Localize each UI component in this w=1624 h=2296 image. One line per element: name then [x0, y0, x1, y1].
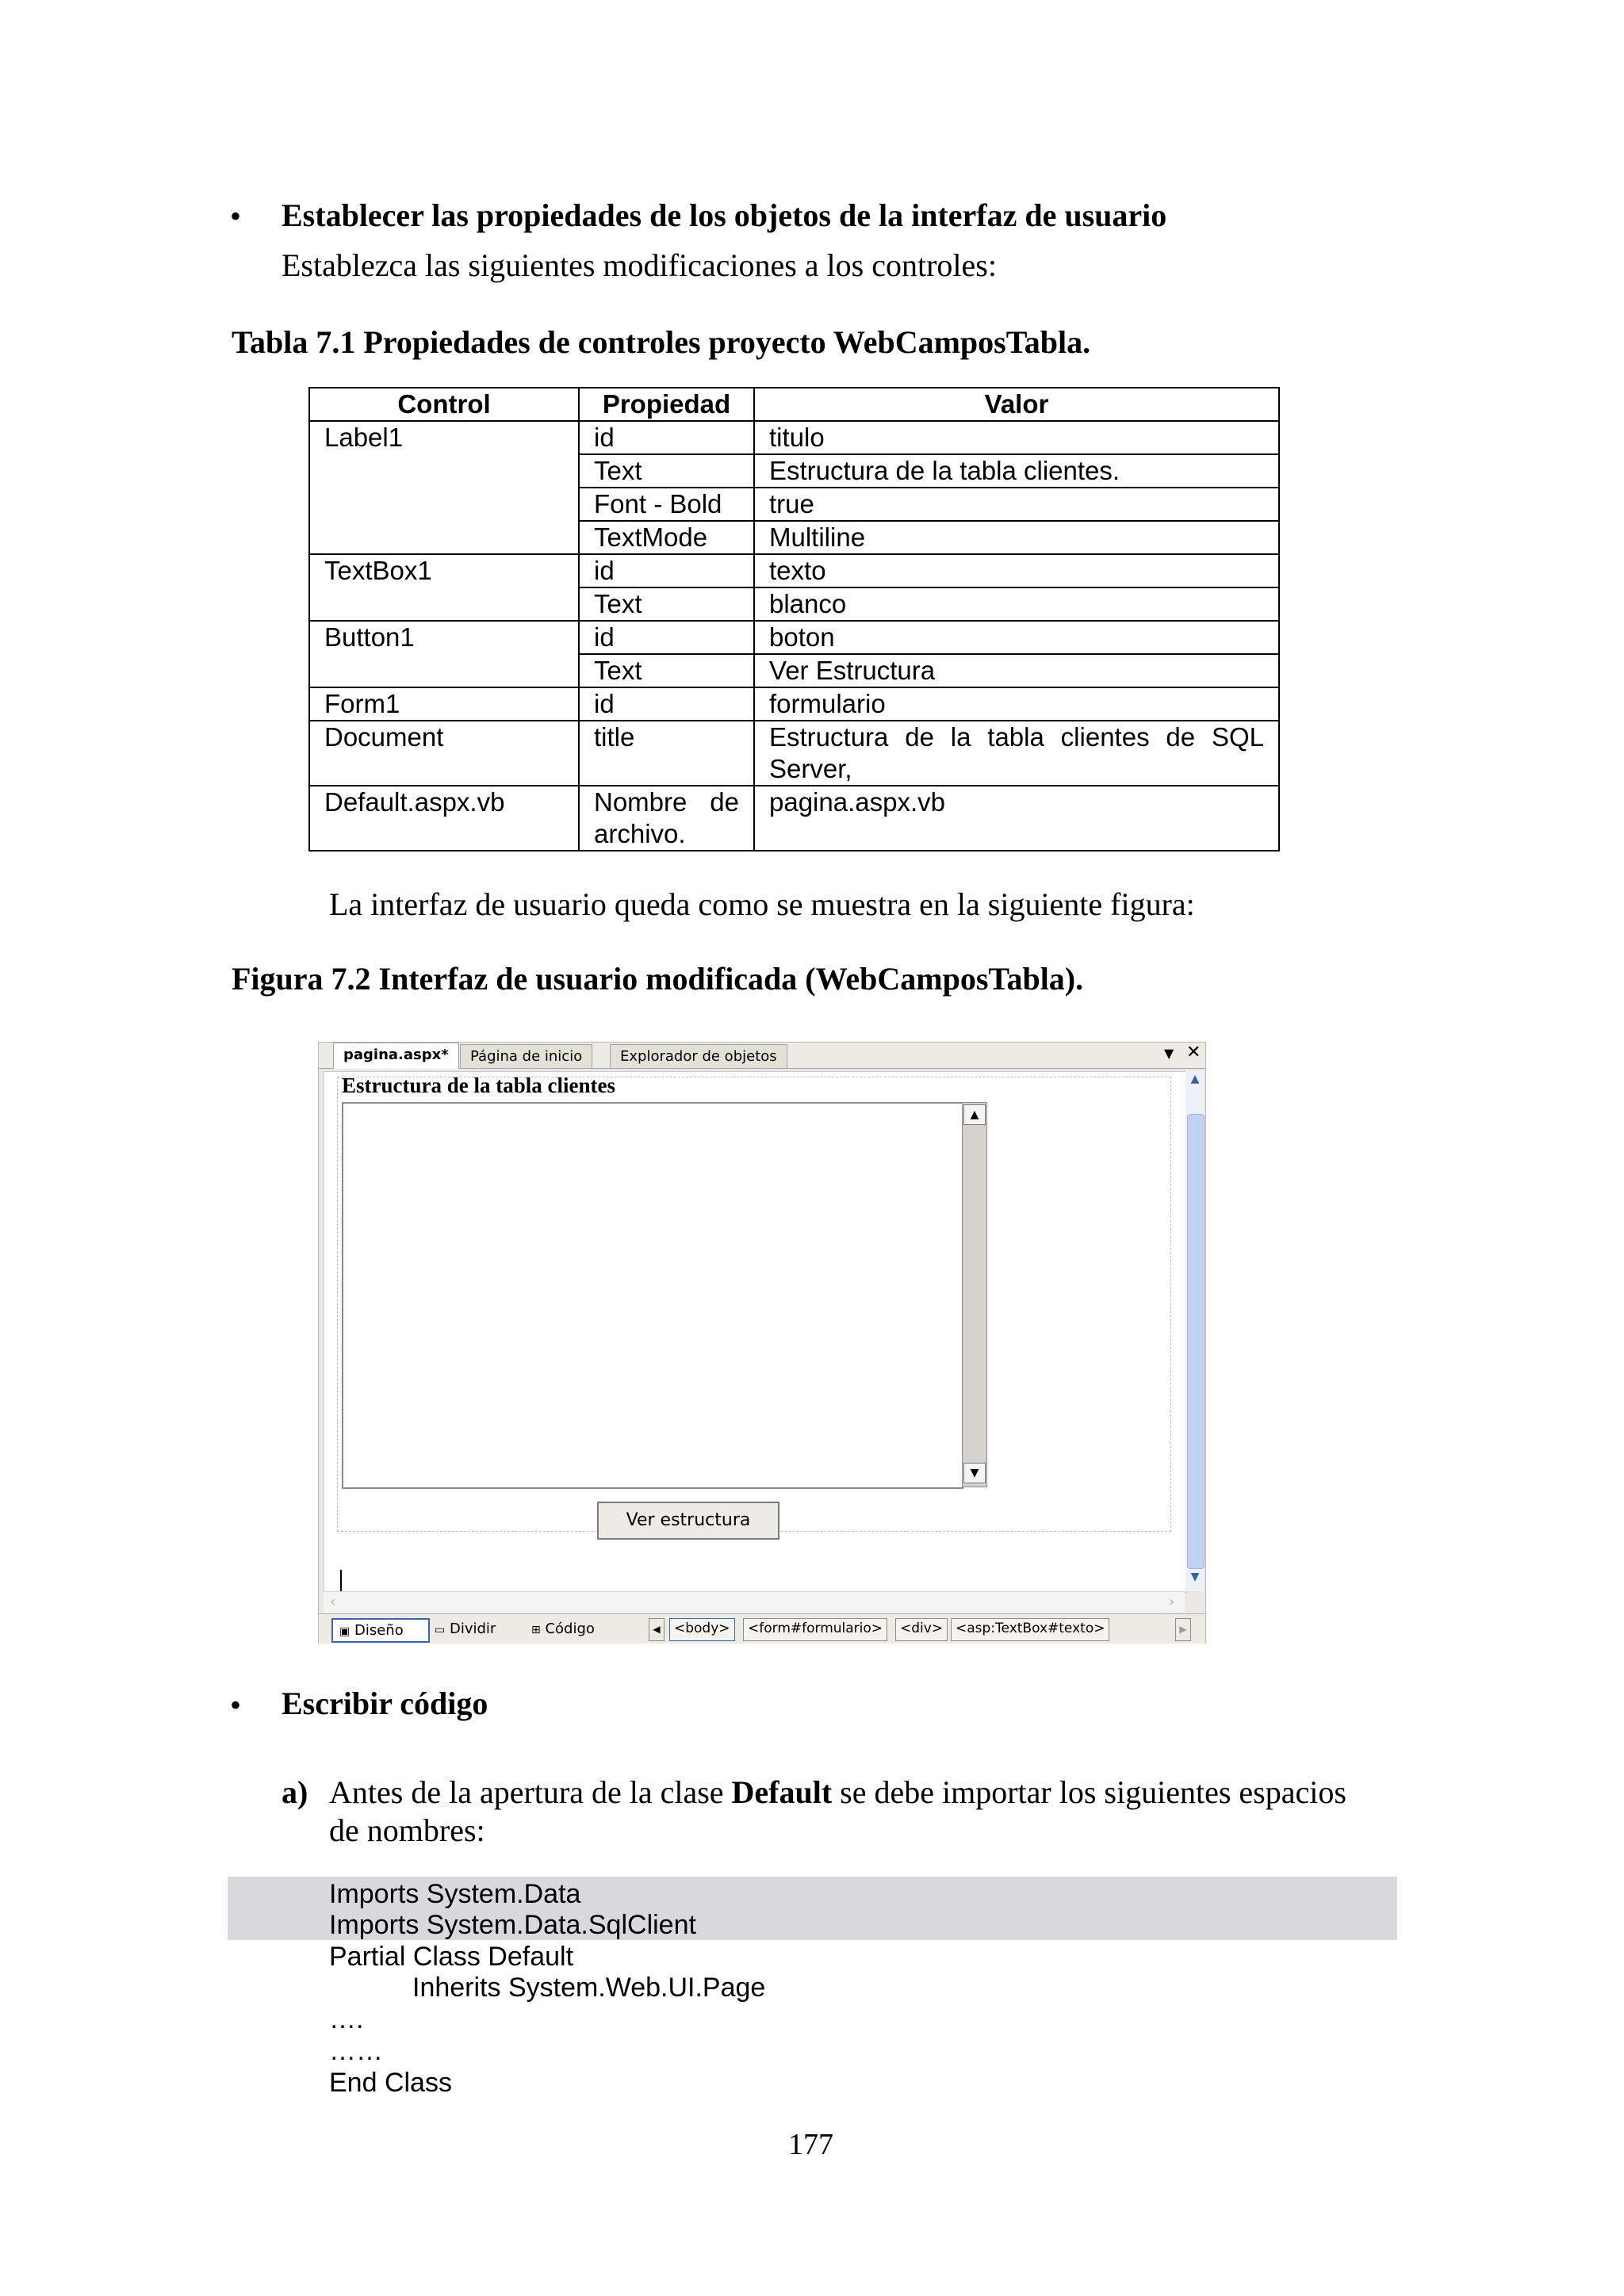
- crumb-body[interactable]: <body>: [669, 1618, 735, 1641]
- table-cell: Font - Bold: [579, 488, 754, 521]
- table-cell: TextBox1: [309, 554, 579, 587]
- table-cell: Button1: [309, 621, 579, 654]
- ide-status-bar: [319, 1613, 1205, 1644]
- tab-pagina-aspx[interactable]: pagina.aspx*: [333, 1043, 459, 1069]
- text-cursor: [340, 1570, 342, 1594]
- table-row: [309, 654, 1279, 687]
- code-view-label: Código: [545, 1621, 595, 1637]
- scroll-down-arrow-icon[interactable]: ▼: [963, 1463, 986, 1483]
- scroll-right-arrow-icon[interactable]: ›: [1169, 1594, 1175, 1610]
- multiline-textbox[interactable]: [342, 1102, 963, 1489]
- class-name-bold: Default: [731, 1774, 833, 1810]
- section-heading: Escribir código: [282, 1686, 488, 1721]
- scroll-down-arrow-icon[interactable]: ▼: [1190, 1571, 1200, 1583]
- table-cell: Estructura de la tabla clientes.: [754, 454, 1279, 488]
- table-cell: id: [579, 554, 754, 587]
- table-cell: id: [579, 421, 754, 454]
- code-view-button[interactable]: [525, 1618, 601, 1640]
- table-cell: true: [754, 488, 1279, 521]
- design-surface: [324, 1071, 1186, 1593]
- table-cell: boton: [754, 621, 1279, 654]
- dropdown-arrow-icon[interactable]: ▼: [1164, 1046, 1174, 1061]
- code-line: Imports System.Data: [329, 1879, 581, 1909]
- table-cell: [309, 521, 579, 554]
- table-row: [309, 587, 1279, 621]
- close-icon[interactable]: ✕: [1186, 1043, 1201, 1062]
- table-cell: titulo: [754, 421, 1279, 454]
- table-row: [309, 488, 1279, 521]
- table-cell: Multiline: [754, 521, 1279, 554]
- table-cell: Label1: [309, 421, 579, 454]
- design-view-button[interactable]: [331, 1618, 430, 1643]
- design-horizontal-scrollbar[interactable]: [324, 1591, 1185, 1613]
- design-view-label: Diseño: [354, 1622, 404, 1639]
- code-line: Imports System.Data.SqlClient: [329, 1910, 696, 1940]
- code-line: ……: [329, 2036, 383, 2066]
- figure-caption: Figura 7.2 Interfaz de usuario modificada (WebCamposTabla).: [232, 961, 1084, 997]
- table-cell: Text: [579, 454, 754, 488]
- code-line: Partial Class Default: [329, 1942, 574, 1972]
- crumb-right-arrow-icon[interactable]: ▶: [1175, 1618, 1191, 1641]
- table-cell: Form1: [309, 687, 579, 721]
- list-item-text: [329, 1774, 1346, 1811]
- design-view-icon: ▣: [339, 1625, 350, 1638]
- tab-pagina-de-inicio[interactable]: Página de inicio: [460, 1044, 592, 1068]
- table-cell: id: [579, 687, 754, 721]
- crumb-left-arrow-icon[interactable]: ◀: [649, 1618, 665, 1641]
- table-cell: [309, 587, 579, 621]
- table-row: [309, 421, 1279, 454]
- table-cell: Text: [579, 587, 754, 621]
- title-label: Estructura de la tabla clientes: [342, 1073, 615, 1097]
- scroll-up-arrow-icon[interactable]: ▲: [963, 1104, 986, 1125]
- table-cell: Text: [579, 654, 754, 687]
- section-intro: Establezca las siguientes modificaciones a los controles:: [282, 247, 997, 283]
- table-cell: Document: [309, 721, 579, 786]
- design-vertical-scrollbar[interactable]: [1185, 1071, 1205, 1591]
- ide-tab-bar: [319, 1043, 1205, 1069]
- table-cell: formulario: [754, 687, 1279, 721]
- table-header-cell: Valor: [754, 388, 1279, 421]
- table-cell: id: [579, 621, 754, 654]
- split-view-button[interactable]: [428, 1618, 502, 1640]
- split-view-icon: ▭: [435, 1624, 446, 1636]
- ver-estructura-button[interactable]: Ver estructura: [597, 1502, 779, 1540]
- bullet: •: [230, 198, 242, 234]
- list-item-text-continued: de nombres:: [329, 1812, 485, 1848]
- table-cell: Estructura de la tabla clientes de SQL Server,: [754, 721, 1279, 786]
- table-cell: [309, 654, 579, 687]
- scroll-left-arrow-icon[interactable]: ‹: [330, 1594, 336, 1610]
- scroll-up-arrow-icon[interactable]: ▲: [1190, 1073, 1200, 1085]
- table-cell: Default.aspx.vb: [309, 786, 579, 851]
- scroll-thumb[interactable]: [1187, 1114, 1205, 1569]
- table-cell: Ver Estructura: [754, 654, 1279, 687]
- table-row: [309, 786, 1279, 851]
- table-cell: Nombre de archivo.: [579, 786, 754, 851]
- table-row: [309, 721, 1279, 786]
- table-row: [309, 621, 1279, 654]
- code-view-icon: ⊞: [531, 1624, 541, 1636]
- crumb-textbox[interactable]: <asp:TextBox#texto>: [951, 1618, 1109, 1641]
- table-row: [309, 687, 1279, 721]
- table-row: [309, 554, 1279, 587]
- tab-explorador-de-objetos[interactable]: Explorador de objetos: [610, 1044, 787, 1068]
- list-item-text-part: Antes de la apertura de la clase: [329, 1774, 732, 1810]
- section-heading: Establecer las propiedades de los objetos de la interfaz de usuario: [282, 197, 1167, 233]
- bullet: •: [230, 1687, 242, 1723]
- table-cell: title: [579, 721, 754, 786]
- code-line: ….: [329, 2004, 364, 2034]
- table-cell: TextMode: [579, 521, 754, 554]
- page-number: 177: [788, 2128, 833, 2161]
- table-cell: blanco: [754, 587, 1279, 621]
- crumb-div[interactable]: <div>: [895, 1618, 948, 1641]
- after-table-text: La interfaz de usuario queda como se muestra en la siguiente figura:: [329, 886, 1195, 922]
- crumb-form[interactable]: <form#formulario>: [743, 1618, 887, 1641]
- properties-table: [308, 387, 1280, 851]
- textbox-scrollbar[interactable]: [962, 1102, 987, 1487]
- table-header-row: [309, 388, 1279, 421]
- table-row: [309, 454, 1279, 488]
- table-cell: pagina.aspx.vb: [754, 786, 1279, 851]
- list-item-text-part: se debe importar los siguientes espacios: [832, 1774, 1346, 1810]
- table-cell: [309, 488, 579, 521]
- table-row: [309, 521, 1279, 554]
- list-marker: a): [282, 1774, 308, 1810]
- code-line: Inherits System.Web.UI.Page: [412, 1973, 766, 2003]
- code-line: End Class: [329, 2068, 452, 2098]
- split-view-label: Dividir: [449, 1621, 496, 1637]
- table-header-cell: Propiedad: [579, 388, 754, 421]
- table-caption: Tabla 7.1 Propiedades de controles proyecto WebCamposTabla.: [232, 324, 1091, 360]
- table-cell: texto: [754, 554, 1279, 587]
- table-header-cell: Control: [309, 388, 579, 421]
- table-cell: [309, 454, 579, 488]
- ide-screenshot: [318, 1042, 1206, 1644]
